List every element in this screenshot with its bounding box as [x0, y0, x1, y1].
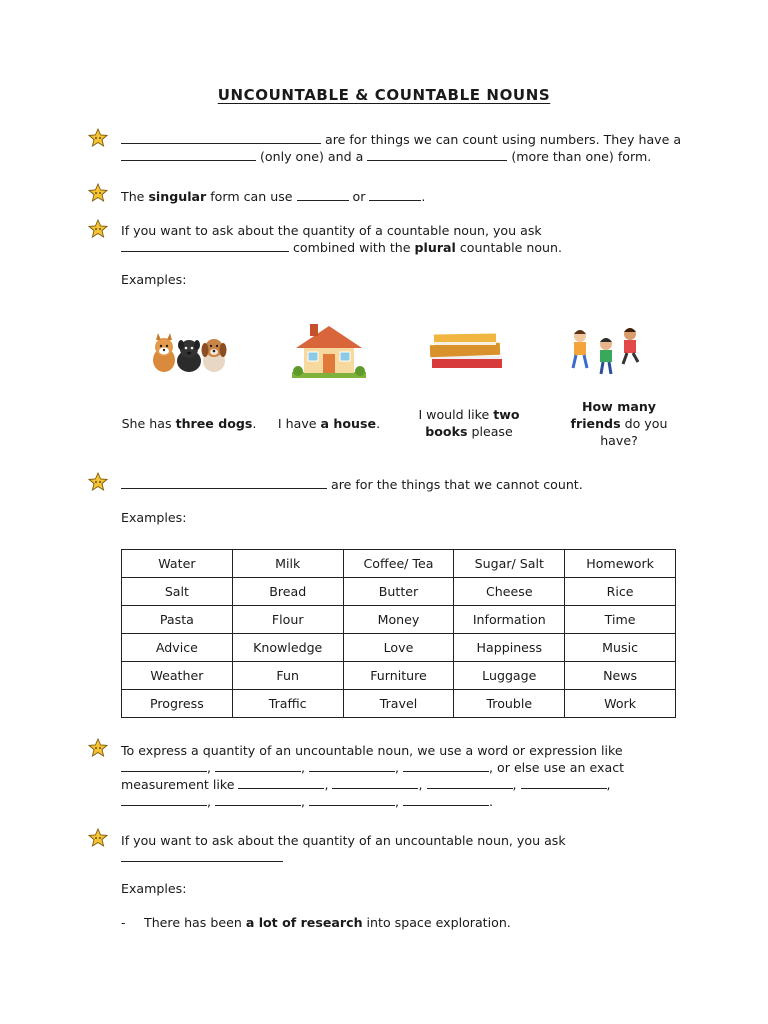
- table-cell: Homework: [565, 550, 676, 578]
- table-cell: Time: [565, 606, 676, 634]
- blank-field[interactable]: [121, 239, 289, 252]
- blank-field[interactable]: [403, 793, 489, 806]
- quantity-expressions: To express a quantity of an uncountable noun, we use a word or expression like , , , , or else use an exact measurement like , , , , , , , .: [121, 743, 625, 809]
- blank-field[interactable]: [121, 759, 207, 772]
- table-cell: Water: [122, 550, 233, 578]
- examples-label: Examples:: [121, 510, 187, 525]
- table-cell: Rice: [565, 578, 676, 606]
- table-cell: Cheese: [454, 578, 565, 606]
- blank-field[interactable]: [332, 776, 418, 789]
- caption-books: I would like two books please: [418, 407, 520, 439]
- star-icon: [88, 219, 108, 239]
- table-cell: Information: [454, 606, 565, 634]
- uncountable-definition: are for the things that we cannot count.: [121, 476, 691, 493]
- blank-field[interactable]: [238, 776, 324, 789]
- page-title: UNCOUNTABLE & COUNTABLE NOUNS: [217, 86, 551, 104]
- table-cell: Love: [343, 634, 454, 662]
- blank-field[interactable]: [215, 793, 301, 806]
- table-row: [122, 662, 676, 690]
- blank-field[interactable]: [121, 793, 207, 806]
- blank-field[interactable]: [369, 188, 421, 201]
- table-cell: Salt: [122, 578, 233, 606]
- examples-label: Examples:: [121, 881, 187, 896]
- blank-field[interactable]: [297, 188, 349, 201]
- star-icon: [88, 738, 108, 758]
- house-image: [290, 320, 368, 380]
- table-cell: Luggage: [454, 662, 565, 690]
- table-cell: Traffic: [232, 690, 343, 718]
- friends-image: [568, 324, 644, 376]
- table-cell: Sugar/ Salt: [454, 550, 565, 578]
- countable-definition: are for things we can count using numbers. They have a (only one) and a (more than one) form.: [121, 131, 691, 165]
- table-cell: Advice: [122, 634, 233, 662]
- blank-field[interactable]: [403, 759, 489, 772]
- blank-field[interactable]: [367, 148, 507, 161]
- table-cell: Trouble: [454, 690, 565, 718]
- table-row: [122, 634, 676, 662]
- star-icon: [88, 472, 108, 492]
- table-cell: Butter: [343, 578, 454, 606]
- table-cell: Happiness: [454, 634, 565, 662]
- blank-field[interactable]: [121, 849, 283, 862]
- table-row: [122, 550, 676, 578]
- table-row: [122, 578, 676, 606]
- table-cell: News: [565, 662, 676, 690]
- table-cell: Work: [565, 690, 676, 718]
- books-image: [428, 328, 508, 374]
- table-cell: Knowledge: [232, 634, 343, 662]
- example-sentence: - There has been a lot of research into space exploration.: [121, 915, 511, 930]
- caption-friends: How many friends do you have?: [570, 399, 668, 448]
- caption-dogs: She has three dogs.: [121, 416, 257, 431]
- table-cell: Pasta: [122, 606, 233, 634]
- table-cell: Music: [565, 634, 676, 662]
- table-cell: Flour: [232, 606, 343, 634]
- table-cell: Furniture: [343, 662, 454, 690]
- blank-field[interactable]: [121, 131, 321, 144]
- star-icon: [88, 128, 108, 148]
- uncountable-question-rule: If you want to ask about the quantity of an uncountable noun, you ask: [121, 832, 691, 866]
- uncountable-nouns-table: [121, 549, 676, 718]
- blank-field[interactable]: [309, 793, 395, 806]
- dogs-image: [148, 330, 230, 374]
- blank-field[interactable]: [521, 776, 607, 789]
- countable-question-rule: If you want to ask about the quantity of a countable noun, you ask combined with the plural countable noun.: [121, 223, 562, 255]
- star-icon: [88, 828, 108, 848]
- table-cell: Bread: [232, 578, 343, 606]
- examples-label: Examples:: [121, 272, 187, 287]
- star-icon: [88, 183, 108, 203]
- table-cell: Fun: [232, 662, 343, 690]
- singular-rule: The singular form can use or .: [121, 189, 426, 204]
- blank-field[interactable]: [215, 759, 301, 772]
- table-cell: Progress: [122, 690, 233, 718]
- table-cell: Milk: [232, 550, 343, 578]
- table-row: [122, 690, 676, 718]
- blank-field[interactable]: [121, 476, 327, 489]
- table-cell: Coffee/ Tea: [343, 550, 454, 578]
- caption-house: I have a house.: [277, 416, 381, 431]
- blank-field[interactable]: [121, 148, 256, 161]
- table-cell: Travel: [343, 690, 454, 718]
- table-row: [122, 606, 676, 634]
- blank-field[interactable]: [427, 776, 513, 789]
- blank-field[interactable]: [309, 759, 395, 772]
- table-cell: Weather: [122, 662, 233, 690]
- table-cell: Money: [343, 606, 454, 634]
